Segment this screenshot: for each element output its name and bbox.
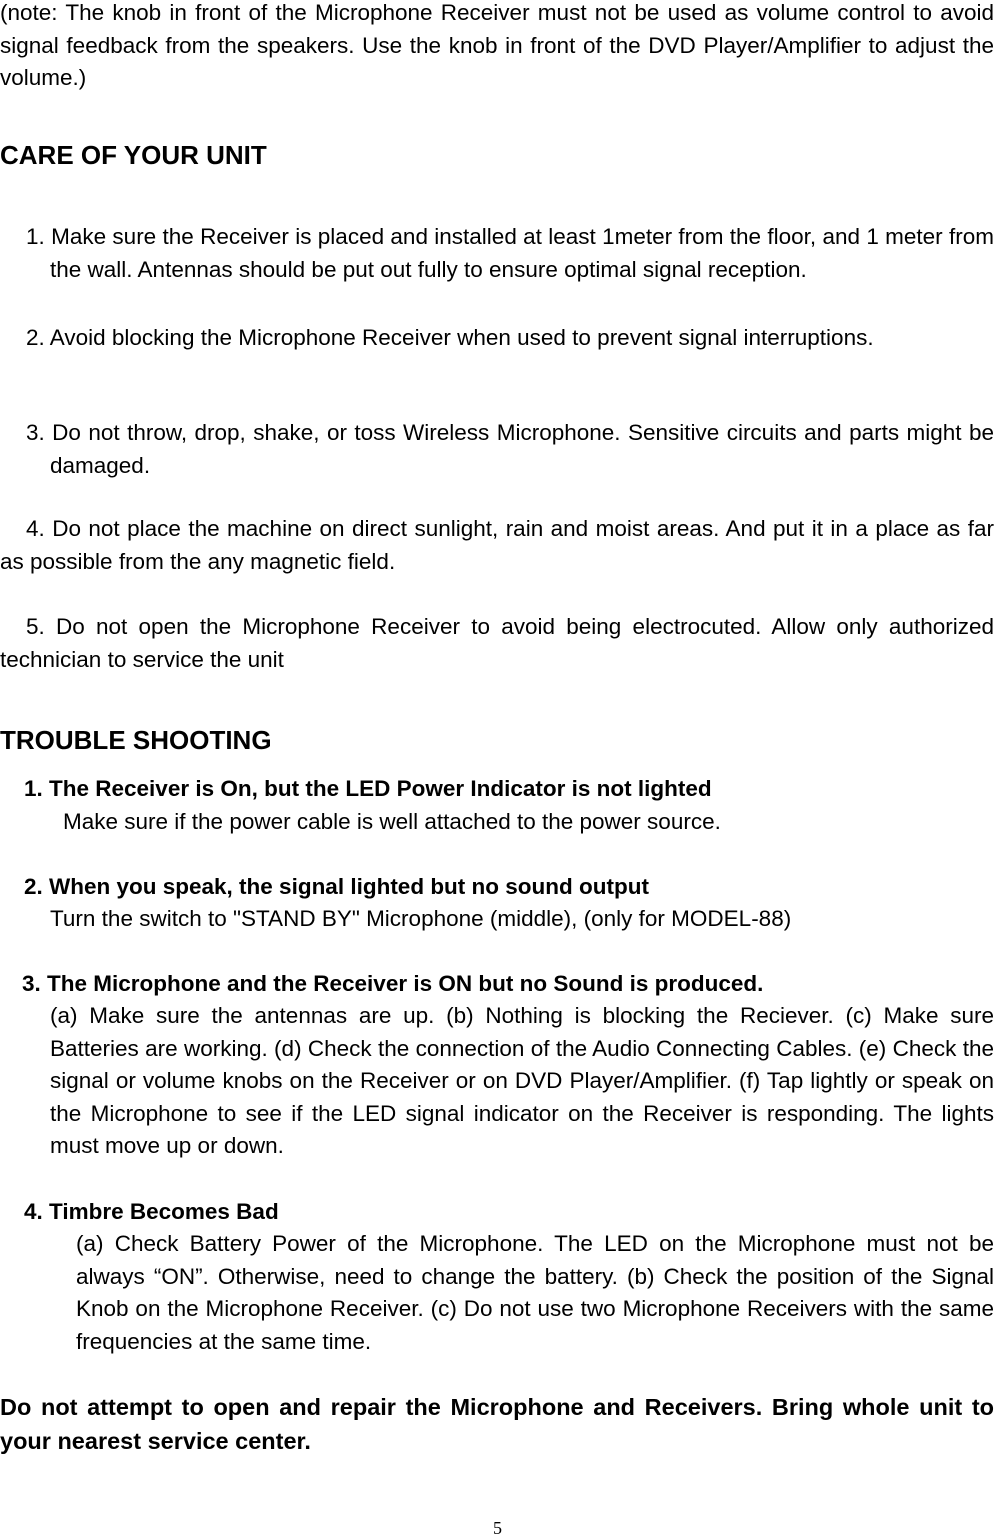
final-warning: Do not attempt to open and repair the Microphone and Receivers. Bring whole unit to your nearest service center. [0,1394,994,1454]
care-item-1: 1. Make sure the Receiver is placed and installed at least 1meter from the floor, and 1 meter from the wall. Antennas should be put out fully to ensure optimal signal reception. [26,224,994,282]
trouble-4-title: 4. Timbre Becomes Bad [24,1199,279,1224]
care-heading: CARE OF YOUR UNIT [0,140,267,170]
trouble-3-title: 3. The Microphone and the Receiver is ON but no Sound is produced. [22,971,764,996]
care-item-3: 3. Do not throw, drop, shake, or toss Wireless Microphone. Sensitive circuits and parts might be damaged. [26,420,994,478]
care-item-2: 2. Avoid blocking the Microphone Receiver when used to prevent signal interruptions. [26,325,874,350]
trouble-2-title: 2. When you speak, the signal lighted but no sound output [24,874,649,899]
trouble-1-body: Make sure if the power cable is well attached to the power source. [63,809,721,834]
intro-note: (note: The knob in front of the Microphone Receiver must not be used as volume control to avoid signal feedback from the speakers. Use the knob in front of the DVD Player/Amplifier to adjust the volume.) [0,0,994,90]
trouble-3-body: (a) Make sure the antennas are up. (b) Nothing is blocking the Reciever. (c) Make sure Batteries are working. (d) Check the connection of the Audio Connecting Cables. (e) Check the signal or volume knobs on the Receiver or on DVD Player/Amplifier. (f) Tap lightly or speak on the Microphone to see if the LED signal indicator on the Receiver is responding. The lights must move up or down. [50,1003,994,1158]
trouble-4-body: (a) Check Battery Power of the Microphone. The LED on the Microphone must not be always “ON”. Otherwise, need to change the battery. (b) Check the position of the Signal Knob on the Microphone Receiver. (c) Do not use two Microphone Receivers with the same frequencies at the same time. [76,1231,994,1354]
page-number: 5 [493,1518,502,1538]
trouble-heading: TROUBLE SHOOTING [0,725,272,755]
trouble-2-body: Turn the switch to "STAND BY" Microphone (middle), (only for MODEL-88) [50,906,792,931]
care-item-5: 5. Do not open the Microphone Receiver to avoid being electrocuted. Allow only authorized technician to service the unit [0,614,994,672]
trouble-1-title: 1. The Receiver is On, but the LED Power Indicator is not lighted [24,776,712,801]
care-item-4: 4. Do not place the machine on direct sunlight, rain and moist areas. And put it in a place as far as possible from the any magnetic field. [0,516,994,574]
